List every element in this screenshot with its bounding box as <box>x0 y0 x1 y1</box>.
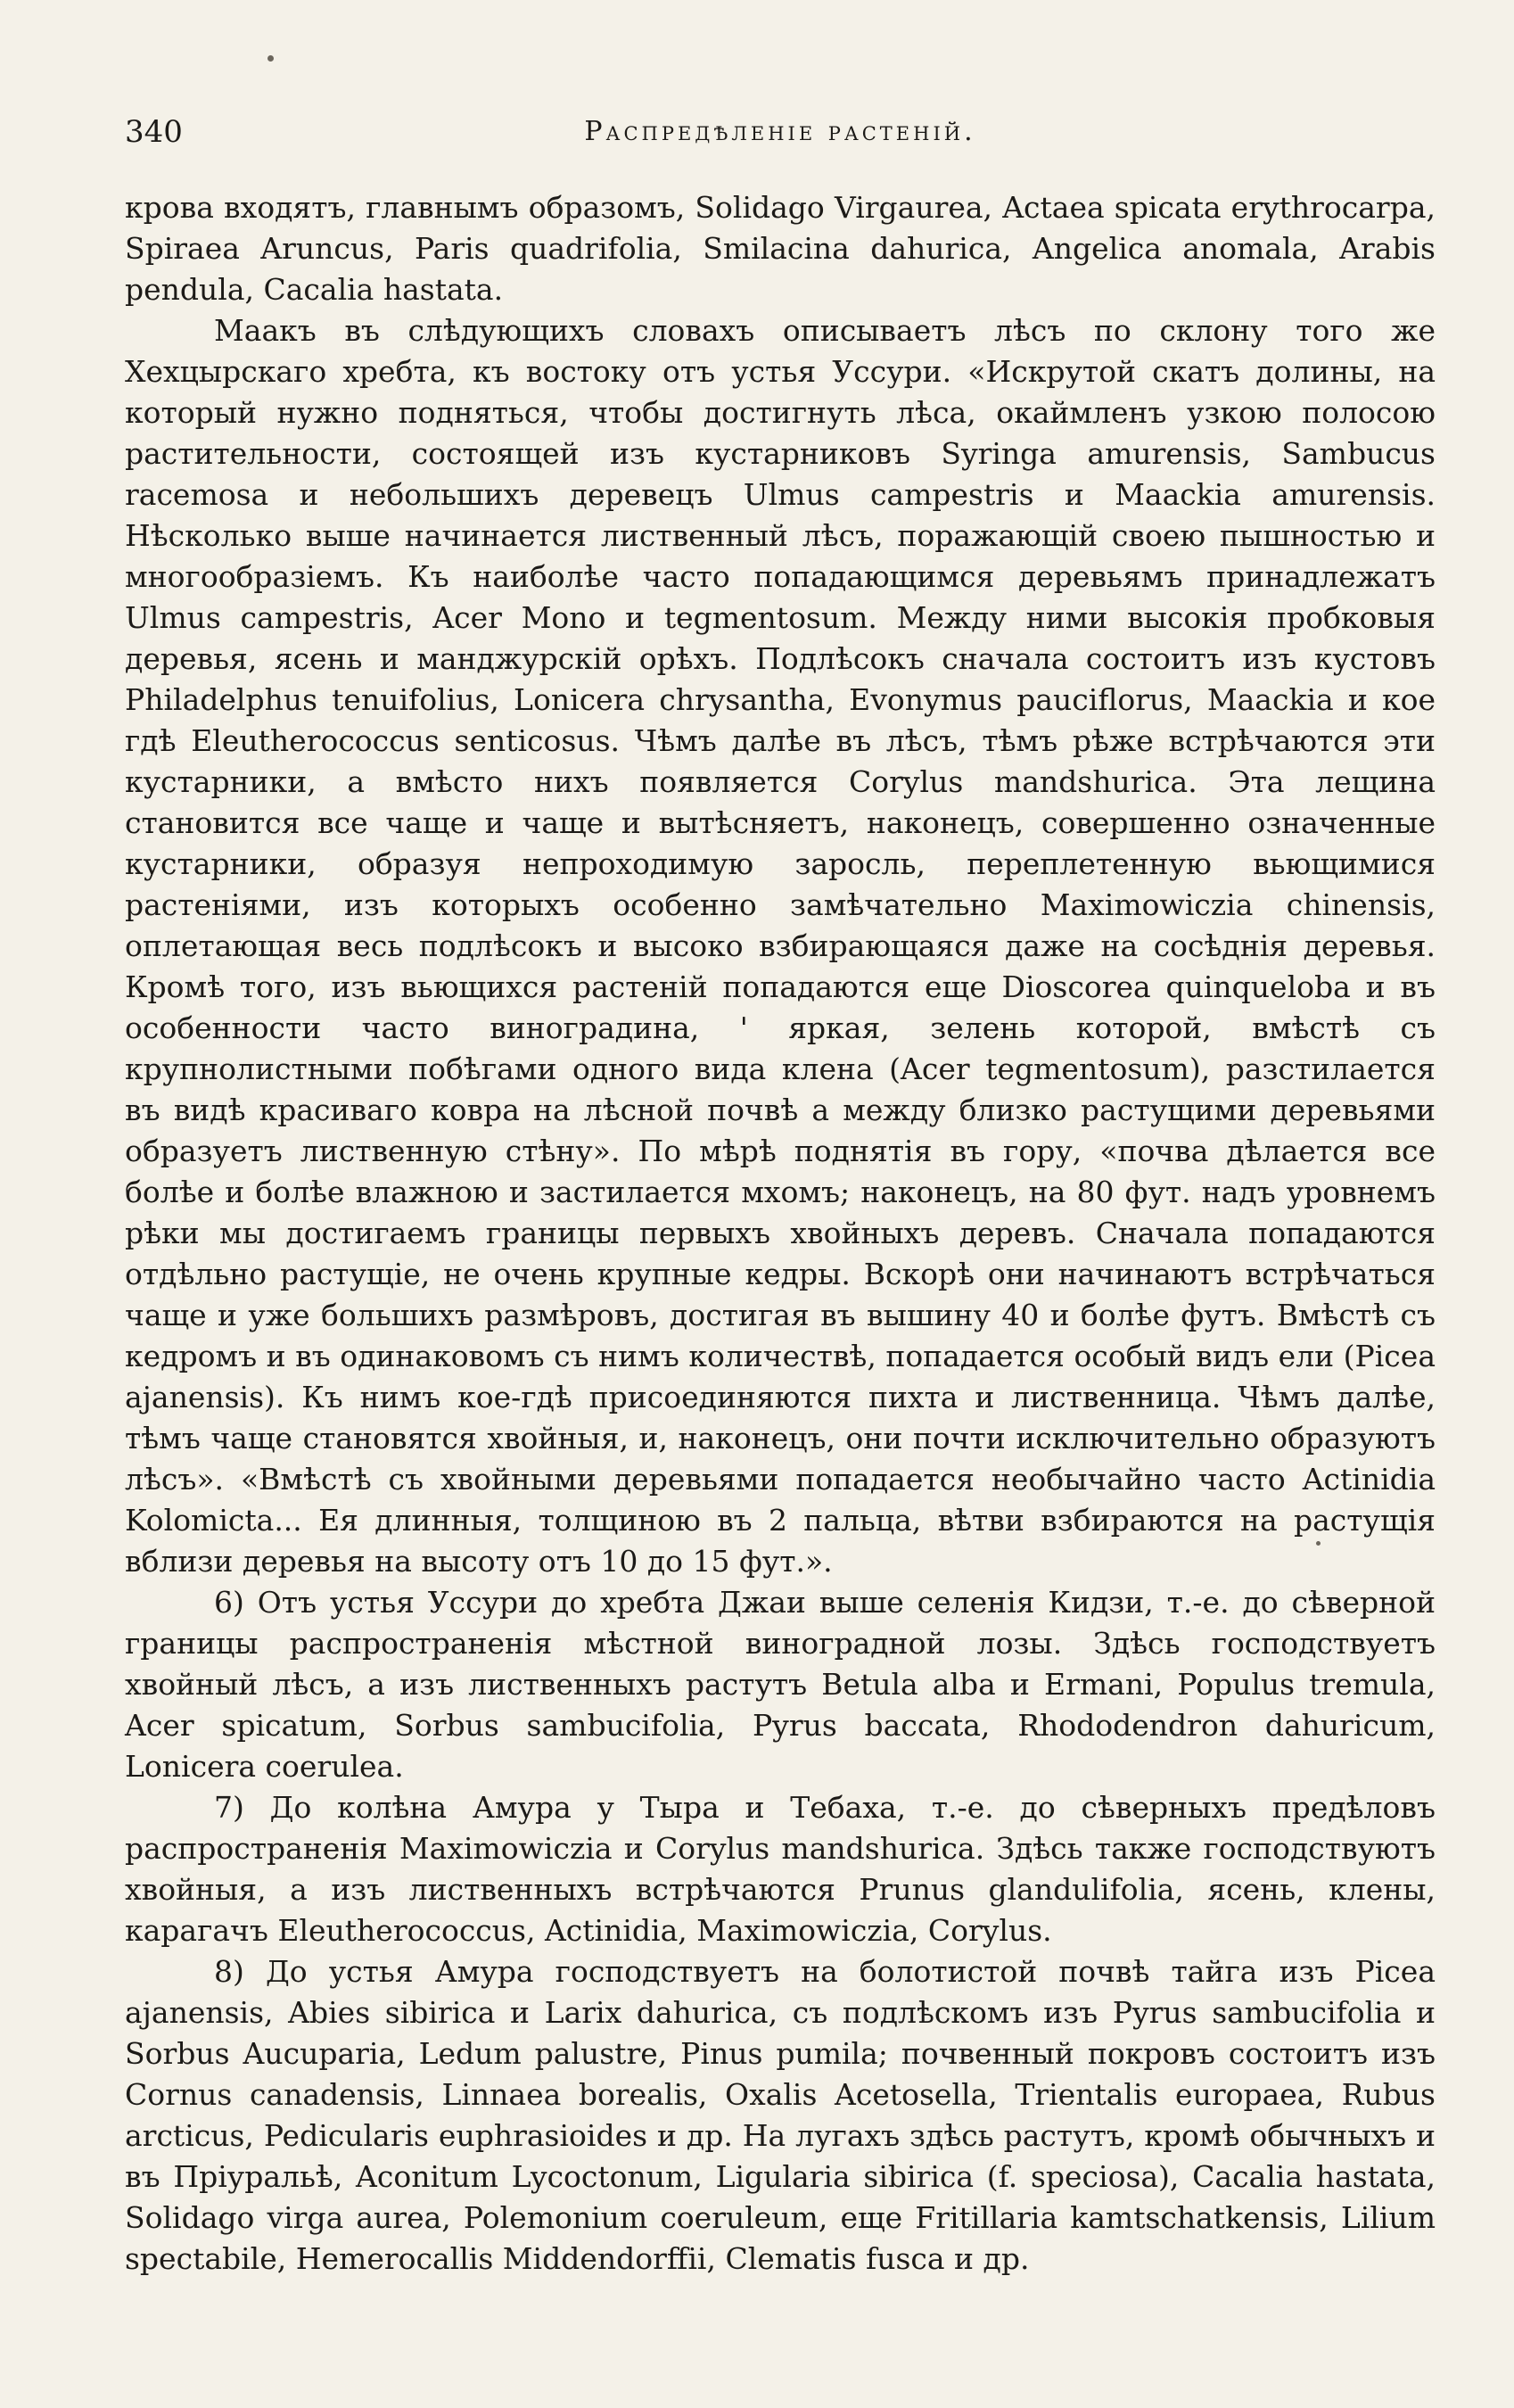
paragraph-item-6: 6) Отъ устья Уссури до хребта Джаи выше селенія Кидзи, т.-е. до сѣверной границы распространенія мѣстной виноградной лозы. Здѣсь господствуетъ хвойный лѣсъ, а изъ лиственныхъ растутъ Betula alba и Ermani, Populus tremula, Acer spicatum, Sorbus sambucifolia, Pyrus baccata, Rhododendron dahuricum, Lonicera coerulea. <box>125 1585 1436 1784</box>
page-number: 340 <box>125 114 183 150</box>
paper-speck <box>267 55 274 62</box>
paragraph-continued: крова входятъ, главнымъ образомъ, Solidago Virgaurea, Actaea spicata erythrocarpa, Spiraea Aruncus, Paris quadrifolia, Smilacina dahurica, Angelica anomala, Arabis pendula, Cacalia hastata. <box>125 190 1436 307</box>
paragraph-maack-description: Маакъ въ слѣдующихъ словахъ описываетъ лѣсъ по склону того же Хехцырскаго хребта, къ востоку отъ устья Уссури. «Искрутой скатъ долины, на который нужно подняться, чтобы достигнуть лѣса, окаймленъ узкою полосою растительности, состоящей изъ кустарниковъ Syringa amurensis, Sambucus racemosa и небольшихъ деревецъ Ulmus campestris и Maackia amurensis. Нѣсколько выше начинается лиственный лѣсъ, поражающій своею пышностью и многообразіемъ. Къ наиболѣе часто попадающимся деревьямъ принадлежатъ Ulmus campestris, Acer Mono и tegmentosum. Между ними высокія пробковыя деревья, ясень и манджурскій орѣхъ. Подлѣсокъ сначала состоитъ изъ кустовъ Philadelphus tenuifolius, Lonicera chrysantha, Evonymus pauciflorus, Maackia и кое гдѣ Eleutherococcus senticosus. Чѣмъ далѣе въ лѣсъ, тѣмъ рѣже встрѣчаются эти кустарники, а вмѣсто нихъ появляется Corylus mandshurica. Эта лещина становится все чаще и чаще и вытѣсняетъ, наконецъ, совершенно означенные кустарники, образуя непроходимую заросль, переплетенную вьющимися растеніями, изъ которыхъ особенно замѣчательно Maximowiczia chinensis, оплетающая весь подлѣсокъ и высоко взбирающаяся даже на сосѣднія деревья. Кромѣ того, изъ вьющихся растеній попадаются еще Dioscorea quinqueloba и въ особенности часто виноградина, ' яркая, зелень которой, вмѣстѣ съ крупнолистными побѣгами одного вида клена (Acer tegmentosum), разстилается въ видѣ красиваго ковра на лѣсной почвѣ а между близко растущими деревьями образуетъ лиственную стѣну». По мѣрѣ поднятія въ гору, «почва дѣлается все болѣе и болѣе влажною и застилается мхомъ; наконецъ, на 80 фут. надъ уровнемъ рѣки мы достигаемъ границы первыхъ хвойныхъ деревъ. Сначала попадаются отдѣльно растущіе, не очень крупные кедры. Вскорѣ они начинаютъ встрѣчаться чаще и уже большихъ размѣровъ, достигая въ вышину 40 и болѣе футъ. Вмѣстѣ съ кедромъ и въ одинаковомъ съ нимъ количествѣ, попадается особый видъ ели (Picea ajanensis). Къ нимъ кое-гдѣ присоединяются пихта и лиственница. Чѣмъ далѣе, тѣмъ чаще становятся хвойныя, и, наконецъ, они почти исключительно образуютъ лѣсъ». «Вмѣстѣ съ хвойными деревьями попадается необычайно часто Actinidia Kolomicta... Ея длинныя, толщиною въ 2 пальца, вѣтви взбираются на растущія вблизи деревья на высоту отъ 10 до 15 фут.». <box>125 313 1436 1579</box>
page-header <box>125 105 1436 159</box>
body-text <box>125 187 1436 2280</box>
running-title: Распредѣленіе растеній. <box>584 116 976 147</box>
paragraph-item-7: 7) До колѣна Амура у Тыра и Тебаха, т.-е. до сѣверныхъ предѣловъ распространенія Maximowiczia и Corylus mandshurica. Здѣсь также господствуютъ хвойныя, а изъ лиственныхъ встрѣчаются Prunus glandulifolia, ясень, клены, карагачъ Eleutherococcus, Actinidia, Maximowiczia, Corylus. <box>125 1790 1436 1948</box>
paragraph-item-8: 8) До устья Амура господствуетъ на болотистой почвѣ тайга изъ Picea ajanensis, Abies sibirica и Larix dahurica, съ подлѣскомъ изъ Pyrus sambucifolia и Sorbus Aucuparia, Ledum palustre, Pinus pumila; почвенный покровъ состоитъ изъ Cornus canadensis, Linnaea borealis, Oxalis Acetosella, Trientalis europaea, Rubus arcticus, Pedicularis euphrasioides и др. На лугахъ здѣсь растутъ, кромѣ обычныхъ и въ Пріуральѣ, Aconitum Lycoctonum, Ligularia sibirica (f. speciosa), Cacalia hastata, Solidago virga aurea, Polemonium coeruleum, еще Fritillaria kamtschatkensis, Lilium spectabile, Hemerocallis Middendorffii, Clematis fusca и др. <box>125 1954 1436 2276</box>
